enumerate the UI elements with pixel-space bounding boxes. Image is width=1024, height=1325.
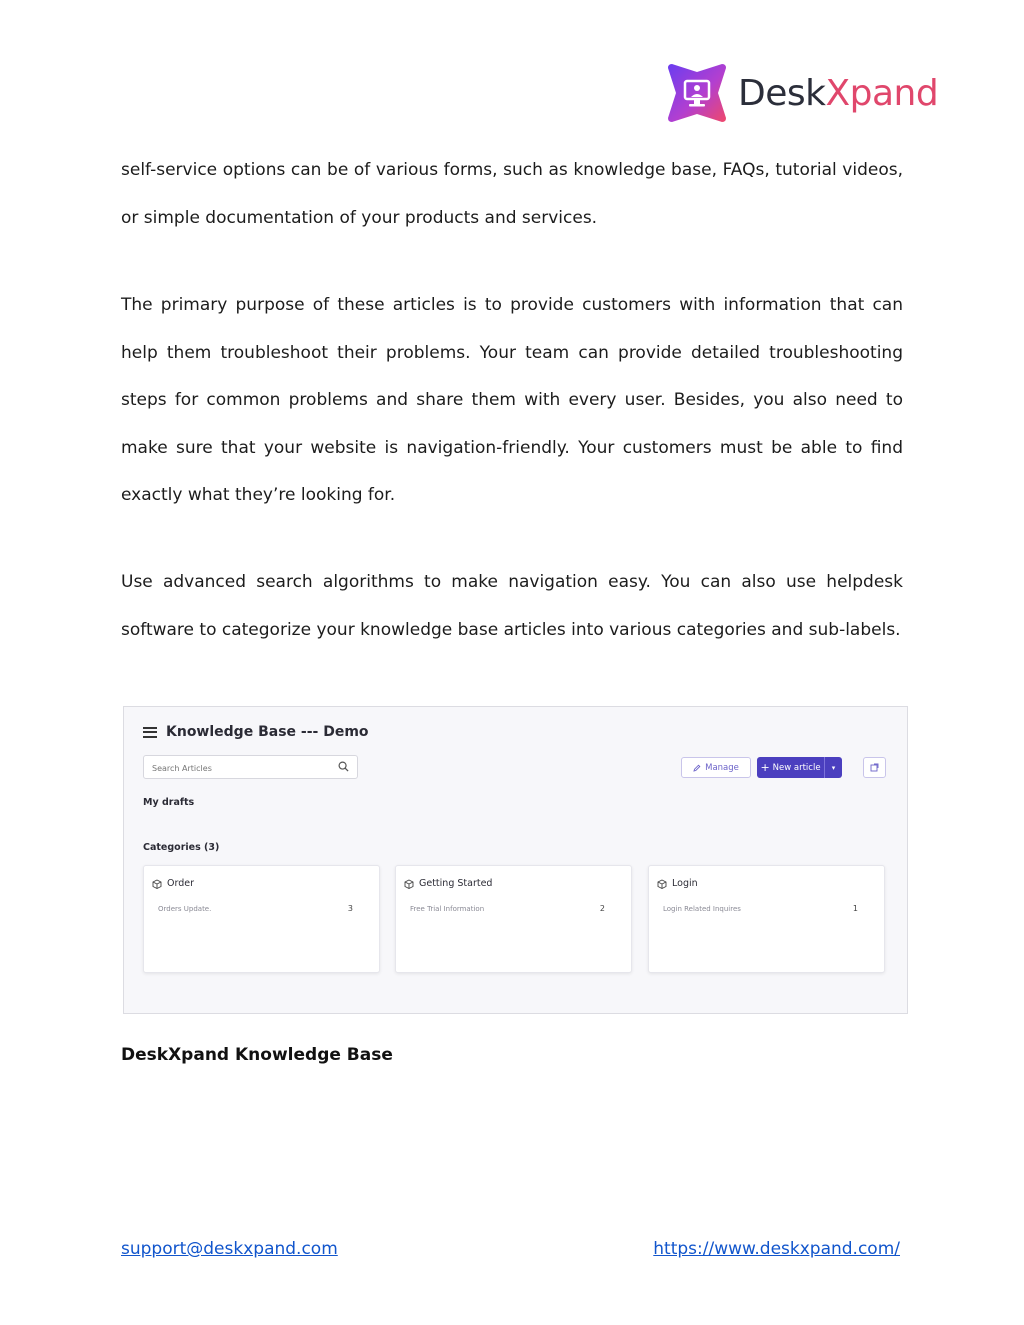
search-input[interactable] [152, 764, 332, 773]
kb-header [143, 724, 369, 740]
box-icon [657, 879, 667, 889]
deskxpand-logo-icon [664, 60, 730, 126]
my-drafts-link[interactable]: My drafts [143, 797, 195, 808]
manage-button[interactable] [681, 757, 751, 778]
categories-heading: Categories (3) [143, 842, 220, 853]
category-count: 2 [599, 904, 605, 913]
brand-logo [664, 60, 938, 126]
search-icon[interactable] [338, 761, 349, 772]
manage-label: Manage [705, 762, 739, 773]
external-link-icon [870, 763, 879, 772]
new-article-button[interactable] [757, 757, 842, 778]
category-description: Orders Update. [158, 905, 212, 913]
figure-caption: DeskXpand Knowledge Base [121, 1045, 393, 1065]
paragraph-1: self-service options can be of various forms, such as knowledge base, FAQs, tutorial videos, or simple documentation of your products and services. [121, 160, 903, 228]
expand-button[interactable] [863, 757, 886, 778]
category-count: 3 [347, 904, 353, 913]
new-article-dropdown[interactable] [824, 757, 842, 778]
menu-icon[interactable] [143, 727, 157, 738]
category-name: Getting Started [419, 878, 493, 889]
pencil-icon [693, 764, 701, 772]
category-card-order[interactable] [143, 865, 380, 973]
box-icon [404, 879, 414, 889]
category-name: Order [167, 878, 194, 889]
kb-title: Knowledge Base --- Demo [166, 724, 369, 740]
paragraph-3: Use advanced search algorithms to make navigation easy. You can also use helpdesk software to categorize your knowledge base articles into various categories and sub-labels. [121, 572, 903, 640]
caret-down-icon: ▾ [831, 763, 836, 772]
new-article-label: New article [772, 762, 821, 773]
category-card-login[interactable] [648, 865, 885, 973]
category-name: Login [672, 878, 698, 889]
category-description: Free Trial Information [410, 905, 485, 913]
search-box[interactable] [143, 755, 358, 779]
website-link[interactable]: https://www.deskxpand.com/ [653, 1239, 900, 1259]
support-email-link[interactable]: support@deskxpand.com [121, 1239, 338, 1259]
category-description: Login Related Inquires [663, 905, 741, 913]
category-count: 1 [852, 904, 858, 913]
paragraph-2: The primary purpose of these articles is to provide customers with information that can help them troubleshoot their problems. Your team can provide detailed troubleshooting steps for common problems and share them with every user. Besides, you also need to make sure that your website is navigation-friendly. Your customers must be able to find exactly what they’re looking for. [121, 295, 903, 505]
box-icon [152, 879, 162, 889]
knowledge-base-screenshot [123, 706, 908, 1014]
plus-icon: + [760, 761, 770, 774]
category-card-getting-started[interactable] [395, 865, 632, 973]
brand-name: DeskXpand [738, 72, 939, 114]
